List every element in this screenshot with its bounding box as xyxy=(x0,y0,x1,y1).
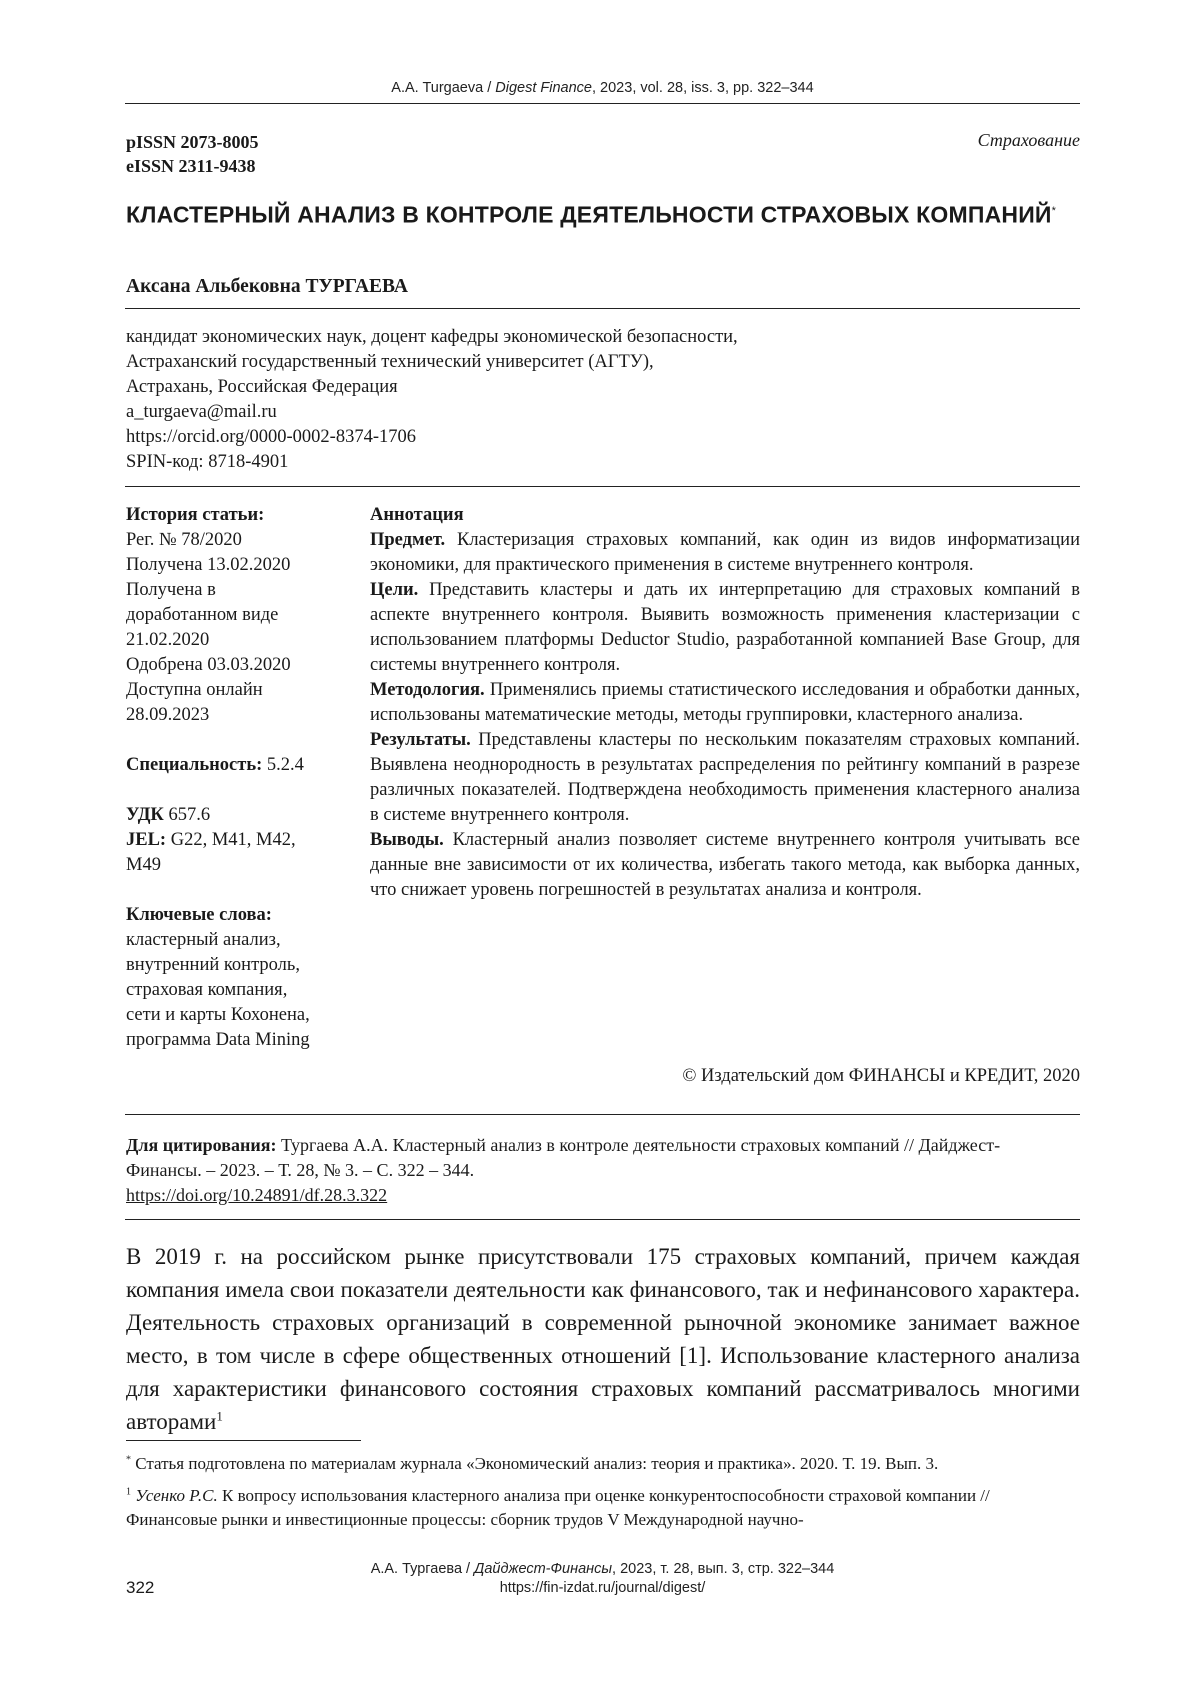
author-name: Аксана Альбековна ТУРГАЕВА xyxy=(126,276,408,297)
copyright-rule xyxy=(125,1114,1080,1115)
pissn: pISSN 2073-8005 xyxy=(126,132,259,152)
abstract-label: Результаты. xyxy=(370,730,471,750)
article-info-sidebar xyxy=(126,503,351,1053)
footnote-item xyxy=(126,1484,1080,1532)
author-affiliation xyxy=(126,325,738,475)
running-footer xyxy=(125,1560,1080,1598)
jel-label: JEL: xyxy=(126,830,167,850)
author-orcid[interactable]: https://orcid.org/0000-0002-8374-1706 xyxy=(126,427,416,447)
citation-text: Тургаева А.А. Кластерный анализ в контроле деятельности страховых компаний // Дайджест-Финансы. – 2023. – Т. 28, № 3. – С. 322 – 344. xyxy=(126,1135,1001,1180)
abstract-methods xyxy=(370,678,1080,728)
footnote-rule xyxy=(126,1440,361,1441)
abstract-conclusions xyxy=(370,828,1080,903)
history-item: 28.09.2023 xyxy=(126,705,210,725)
keyword: страховая компания, xyxy=(126,980,288,1000)
abstract-subject xyxy=(370,528,1080,578)
article-title xyxy=(126,196,1081,230)
body-paragraph-text: В 2019 г. на российском рынке присутствовали 175 страховых компаний, причем каждая компания имела свои показатели деятельности как финансового, так и нефинансового характера. Деятельность страховых организаций в современной рыночной экономике занимает важное место, в том числе в сфере общественных отношений [1]. Использование кластерного анализа для характеристики финансового состояния страховых компаний рассматривалось многими авторами xyxy=(126,1244,1080,1434)
affiliation-rule xyxy=(125,486,1080,487)
keywords-heading: Ключевые слова: xyxy=(126,905,272,925)
citation-label: Для цитирования: xyxy=(126,1135,277,1155)
footnote-mark: * xyxy=(126,1454,131,1466)
affiliation-city: Астрахань, Российская Федерация xyxy=(126,377,398,397)
abstract-text: Представить кластеры и дать их интерпретацию для страховых компаний в аспекте внутреннего контроля. Выявить возможность применения кластеризации с использованием платформы Deductor Studio, разработанной компанией Base Group, для системы внутреннего контроля. xyxy=(370,580,1080,675)
keyword: внутренний контроль, xyxy=(126,955,300,975)
header-journal: Digest Finance xyxy=(495,80,592,96)
footnote-text: К вопросу использования кластерного анализа при оценке конкурентоспособности страховой компании // Финансовые рынки и инвестиционные процессы: сборник трудов V Международной научно- xyxy=(126,1486,990,1529)
footnote-mark: 1 xyxy=(126,1486,131,1498)
footer-citation xyxy=(125,1560,1080,1579)
history-item: Одобрена 03.03.2020 xyxy=(126,655,291,675)
abstract-results xyxy=(370,728,1080,828)
keyword: кластерный анализ, xyxy=(126,930,281,950)
specialty xyxy=(126,753,351,778)
copyright: © Издательский дом ФИНАНСЫ и КРЕДИТ, 2020 xyxy=(682,1066,1080,1086)
specialty-value: 5.2.4 xyxy=(262,755,304,775)
jel-value-cont: M49 xyxy=(126,855,161,875)
affiliation-university: Астраханский государственный технический университет (АГТУ), xyxy=(126,352,654,372)
history-item: Доступна онлайн xyxy=(126,680,263,700)
header-details: , 2023, vol. 28, iss. 3, pp. 322–344 xyxy=(592,80,814,96)
author-rule xyxy=(125,308,1080,309)
abstract xyxy=(370,503,1080,903)
citation-block xyxy=(126,1133,1026,1208)
affiliation-degree: кандидат экономических наук, доцент кафедры экономической безопасности, xyxy=(126,327,738,347)
udk-label: УДК xyxy=(126,805,164,825)
footer-details: , 2023, т. 28, вып. 3, стр. 322–344 xyxy=(612,1561,835,1577)
footnote-ref[interactable]: 1 xyxy=(216,1408,223,1424)
body-paragraph xyxy=(126,1240,1080,1438)
history-item: Получена 13.02.2020 xyxy=(126,555,291,575)
abstract-text: Кластеризация страховых компаний, как один из видов информатизации экономики, для практического применения в системе внутреннего контроля. xyxy=(370,530,1080,575)
article-title-text: КЛАСТЕРНЫЙ АНАЛИЗ В КОНТРОЛЕ ДЕЯТЕЛЬНОСТИ СТРАХОВЫХ КОМПАНИЙ xyxy=(126,201,1052,228)
footer-journal: Дайджест-Финансы xyxy=(474,1561,613,1577)
abstract-label: Предмет. xyxy=(370,530,446,550)
abstract-objectives xyxy=(370,578,1080,678)
citation-rule xyxy=(125,1219,1080,1220)
jel xyxy=(126,828,351,853)
history-item: Получена в xyxy=(126,580,216,600)
title-footnote-mark[interactable]: * xyxy=(1051,205,1057,217)
keyword: программа Data Mining xyxy=(126,1030,310,1050)
footnote-item xyxy=(126,1452,1080,1476)
abstract-text: Представлены кластеры по нескольким показателям страховых компаний. Выявлена неоднородность в результатах распределения по рейтингу компаний в разрезе различных показателей. Подтверждена необходимость применения кластерного анализа в системе внутреннего контроля. xyxy=(370,730,1080,825)
issn-block xyxy=(126,130,259,178)
abstract-text: Применялись приемы статистического исследования и обработки данных, использованы математические методы, методы группировки, кластерного анализа. xyxy=(370,680,1080,725)
history-heading: История статьи: xyxy=(126,505,265,525)
page-number: 322 xyxy=(126,1578,155,1597)
abstract-label: Выводы. xyxy=(370,830,444,850)
footer-authors: А.А. Тургаева / xyxy=(370,1561,475,1577)
header-authors: A.A. Turgaeva / xyxy=(391,80,496,96)
footer-url[interactable]: https://fin-izdat.ru/journal/digest/ xyxy=(499,1580,706,1596)
abstract-heading: Аннотация xyxy=(370,505,464,525)
keyword: сети и карты Кохонена, xyxy=(126,1005,310,1025)
abstract-label: Методология. xyxy=(370,680,485,700)
header-rule xyxy=(125,103,1080,104)
footnotes xyxy=(126,1452,1080,1540)
udk-value: 657.6 xyxy=(163,805,211,825)
author-email[interactable]: a_turgaeva@mail.ru xyxy=(126,402,277,422)
author-spin: SPIN-код: 8718-4901 xyxy=(126,452,289,472)
rubric: Страхование xyxy=(977,130,1080,150)
eissn: eISSN 2311-9438 xyxy=(126,156,256,176)
history-item: 21.02.2020 xyxy=(126,630,210,650)
footnote-text: Статья подготовлена по материалам журнала «Экономический анализ: теория и практика». 2020. Т. 19. Вып. 3. xyxy=(131,1454,939,1473)
abstract-label: Цели. xyxy=(370,580,419,600)
running-header xyxy=(125,80,1080,96)
specialty-label: Специальность: xyxy=(126,755,263,775)
jel-value: G22, M41, M42, xyxy=(166,830,296,850)
doi-link[interactable]: https://doi.org/10.24891/df.28.3.322 xyxy=(126,1185,388,1205)
history-item: Рег. № 78/2020 xyxy=(126,530,242,550)
footnote-author: Усенко Р.С. xyxy=(131,1486,218,1505)
abstract-text: Кластерный анализ позволяет системе внутреннего контроля учитывать все данные вне зависимости от их количества, избегать такого метода, как выборка данных, что снижает уровень погрешностей в результатах анализа и контроля. xyxy=(370,830,1080,900)
udk xyxy=(126,803,351,828)
history-item: доработанном виде xyxy=(126,605,279,625)
